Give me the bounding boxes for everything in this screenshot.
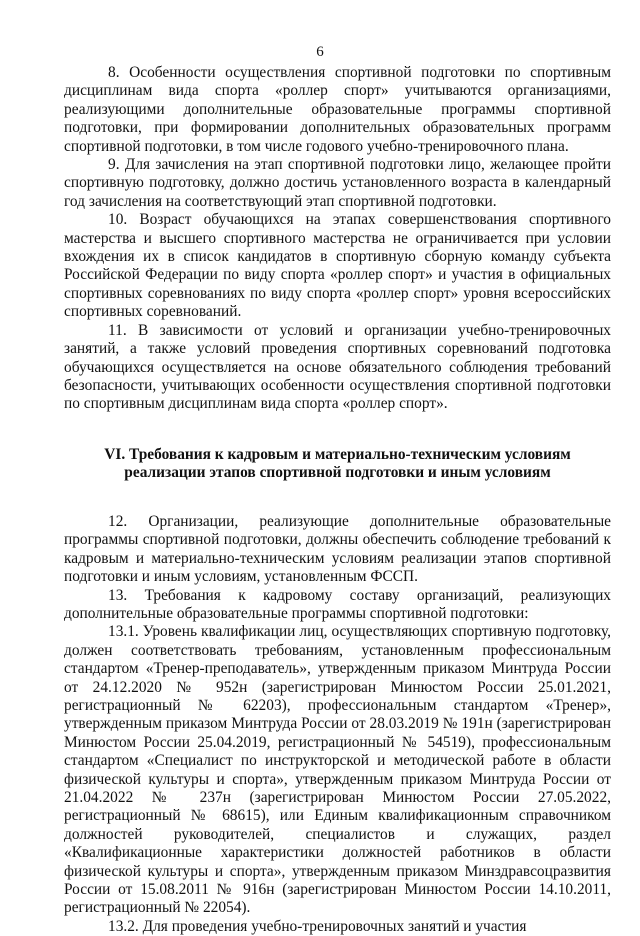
section-heading xyxy=(64,446,611,483)
paragraph-8: 8. Особенности осуществления спортивной подготовки по спортивным дисциплинам вида спорта «роллер спорт» учитываются организациями, реализующими дополнительные образовательные программы спортивной подготовки, при формировании дополнительных образовательных программ спортивной подготовки, в том числе годового учебно-тренировочного плана. xyxy=(64,64,611,155)
page-number: 6 xyxy=(316,44,324,60)
section-heading-line-1: VI. Требования к кадровым и материально-техническим условиям xyxy=(104,445,571,463)
paragraph-13-1: 13.1. Уровень квалификации лиц, осуществляющих спортивную подготовку, должен соответствовать требованиям, установленным профессиональным стандартом «Тренер-преподаватель», утвержденным приказом Минтруда России от 24.12.2020 № 952н (зарегистрирован Минюстом России 25.01.2021, регистрационный № 62203), профессиональным стандартом «Тренер», утвержденным приказом Минтруда России от 28.03.2019 № 191н (зарегистрирован Минюстом России 25.04.2019, регистрационный № 54519), профессиональным стандартом «Специалист по инструкторской и методической работе в области физической культуры и спорта», утвержденным приказом Минтруда России от 21.04.2022 № 237н (зарегистрирован Минюстом России 27.05.2022, регистрационный № 68615), или Единым квалификационным справочником должностей руководителей, специалистов и служащих, раздел «Квалификационные характеристики должностей работников в области физической культуры и спорта», утвержденным приказом Минздравсоцразвития России от 15.08.2011 № 916н (зарегистрирован Минюстом России 14.10.2011, регистрационный № 22054). xyxy=(64,623,611,917)
paragraph-11: 11. В зависимости от условий и организации учебно-тренировочных занятий, а также условий проведения спортивных соревнований подготовка обучающихся осуществляется на основе обязательного соблюдения требований безопасности, учитывающих особенности осуществления спортивной подготовки по спортивным дисциплинам вида спорта «роллер спорт». xyxy=(64,321,611,413)
paragraph-13: 13. Требования к кадровому составу организаций, реализующих дополнительные образовательные программы спортивной подготовки: xyxy=(64,586,611,622)
section-heading-line-2: реализации этапов спортивной подготовки и иным условиям xyxy=(124,464,551,482)
paragraph-12: 12. Организации, реализующие дополнительные образовательные программы спортивной подготовки, должны обеспечить соблюдение требований к кадровым и материально-техническим условиям реализации этапов спортивной подготовки и иным условиям, установленным ФССП. xyxy=(64,512,611,586)
paragraph-10: 10. Возраст обучающихся на этапах совершенствования спортивного мастерства и высшего спортивного мастерства не ограничивается при условии вхождения их в список кандидатов в спортивную сборную команду субъекта Российской Федерации по виду спорта «роллер спорт» и участия в официальных спортивных соревнованиях по виду спорта «роллер спорт» уровня всероссийских спортивных соревнований. xyxy=(64,211,611,321)
paragraph-13-2: 13.2. Для проведения учебно-тренировочных занятий и участия xyxy=(108,917,527,935)
document-body xyxy=(64,64,611,936)
paragraph-9: 9. Для зачисления на этап спортивной подготовки лицо, желающее пройти спортивную подготовку, должно достичь установленного возраста в календарный год зачисления на соответствующий этап спортивной подготовки. xyxy=(64,156,611,210)
